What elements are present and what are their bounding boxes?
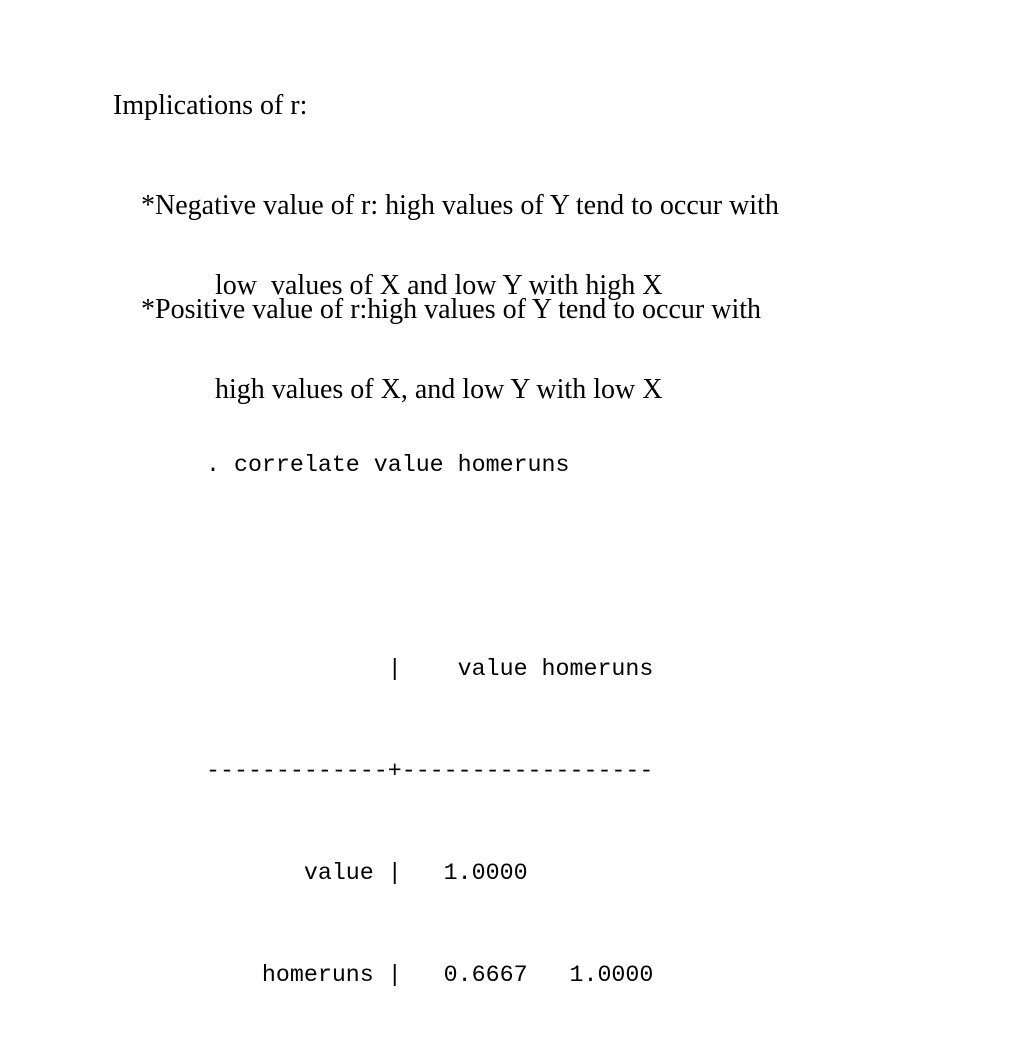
slide-heading: Implications of r: [113, 90, 308, 121]
bullet-positive-line1: *Positive value of r:high values of Y tend to occur with [141, 294, 762, 325]
stata-row-value: value | 1.0000 [206, 860, 528, 886]
stata-command: . correlate value homeruns [206, 452, 570, 478]
bullet-negative-line1: *Negative value of r: high values of Y tend to occur with [141, 190, 779, 221]
stata-row-homeruns: homeruns | 0.6667 1.0000 [206, 962, 654, 988]
stata-correlate-output [206, 380, 653, 1060]
bullet-negative-line2: low values of X and low Y with high X [215, 270, 663, 301]
stata-table-separator: -------------+------------------ [206, 758, 654, 784]
stata-blank-line [206, 550, 653, 584]
bullet-positive-line2: high values of X, and low Y with low X [215, 374, 663, 405]
stata-table-header: | value homeruns [206, 656, 654, 682]
